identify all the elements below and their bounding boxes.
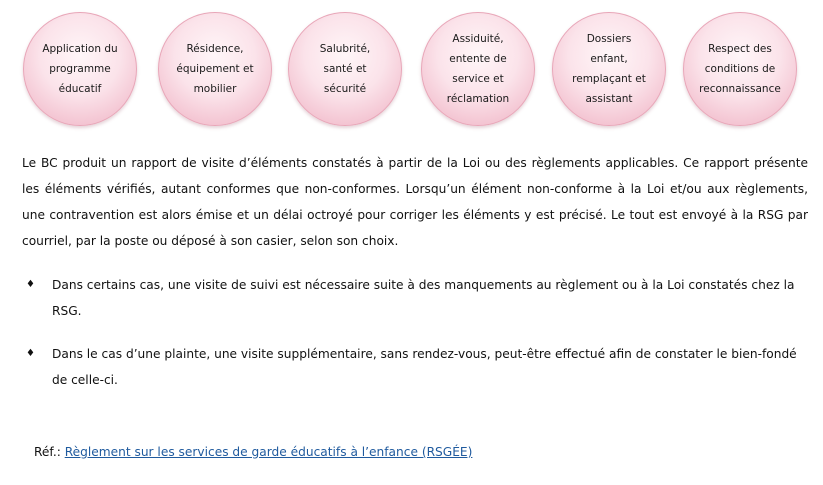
circle-programme-educatif <box>23 12 137 126</box>
circle-salubrite-sante <box>288 12 402 126</box>
diamond-bullet-icon: ♦ <box>26 279 35 290</box>
circle-label: Assiduité, entente de service et réclamation <box>446 33 510 105</box>
categories-diagram <box>0 0 823 140</box>
circle-label: Salubrité, santé et sécurité <box>319 43 371 95</box>
reference-line <box>34 440 472 464</box>
reference-prefix: Réf.: <box>34 445 61 459</box>
circle-label: Respect des conditions de reconnaissance <box>699 43 781 95</box>
circle-conditions-reconnaissance <box>683 12 797 126</box>
reference-link[interactable]: Règlement sur les services de garde éducatifs à l’enfance (RSGÉE) <box>64 445 473 459</box>
circle-assiduite-entente <box>421 12 535 126</box>
circle-label: Application du programme éducatif <box>42 43 118 95</box>
circle-label: Résidence, équipement et mobilier <box>176 43 254 95</box>
bullet-item-suivi <box>26 272 806 324</box>
diamond-bullet-icon: ♦ <box>26 348 35 359</box>
circle-dossiers-enfant <box>552 12 666 126</box>
bullet-item-plainte <box>26 341 806 393</box>
bullet-text: Dans le cas d’une plainte, une visite supplémentaire, sans rendez-vous, peut-être effectué afin de constater le bien-fondé de celle-ci. <box>52 347 797 387</box>
circle-residence-equipement <box>158 12 272 126</box>
body-paragraph: Le BC produit un rapport de visite d’éléments constatés à partir de la Loi ou des règlements applicables. Ce rapport présente les éléments vérifiés, autant conformes que non-conformes. Lorsqu’un élément non-conforme à la Loi et/ou aux règlements, une contravention est alors émise et un délai octroyé pour corriger les éléments y est précisé. Le tout est envoyé à la RSG par courriel, par la poste ou déposé à son casier, selon son choix. <box>22 156 808 248</box>
bullet-text: Dans certains cas, une visite de suivi est nécessaire suite à des manquements au règlement ou à la Loi constatés chez la RSG. <box>52 278 795 318</box>
circle-label: Dossiers enfant, remplaçant et assistant <box>572 33 646 105</box>
